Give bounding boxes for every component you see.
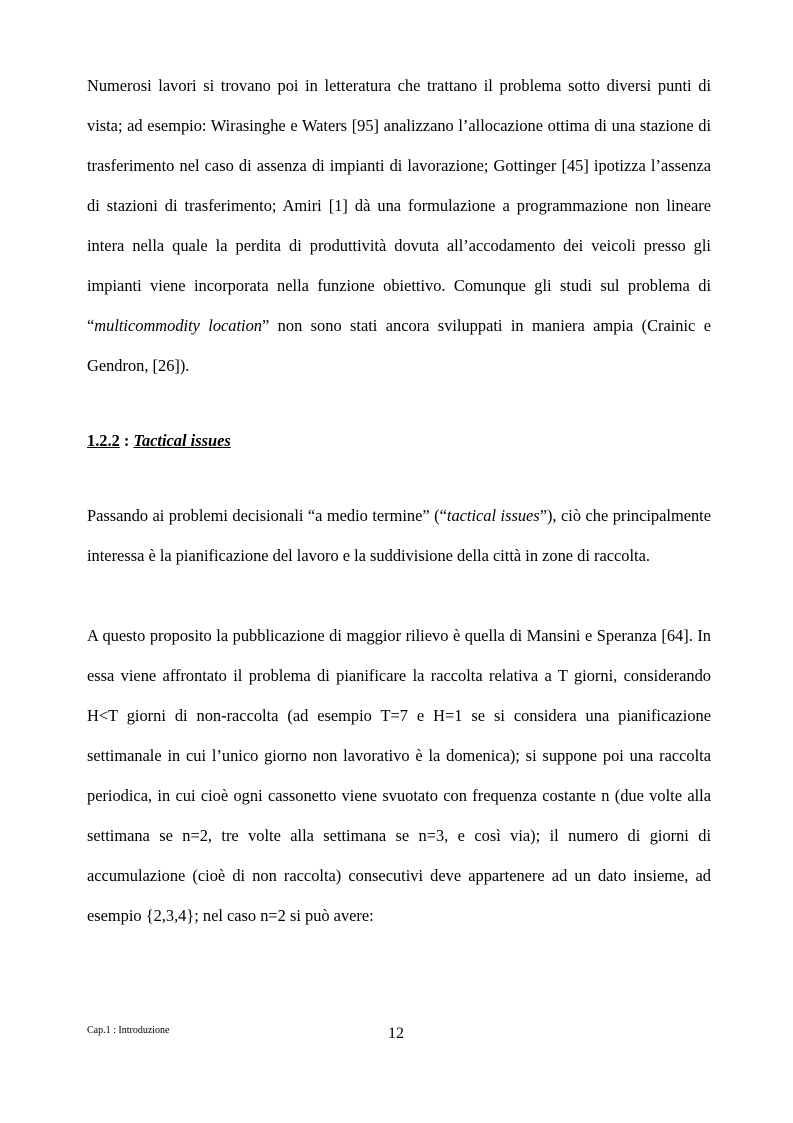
paragraph-text-part: Passando ai problemi decisionali “a medio termine” (“ [87,506,447,525]
paragraph-text-part: ”), ciò che principalmente interessa è la pianificazione del lavoro e la suddivisione della città in zone di raccolta. [87,506,711,565]
italic-term: multicommodity location [94,316,263,335]
paragraph-text: A questo proposito la pubblicazione di maggior rilievo è quella di Mansini e Speranza [64]. In essa viene affrontato il problema di pianificare la raccolta relativa a T giorni, considerando H<T giorni di non-raccolta (ad esempio T=7 e H=1 se si considera una pianificazione settimanale in cui l’unico giorno non lavorativo è la domenica); si suppone poi una raccolta periodica, in cui cioè ogni cassonetto viene svuotato con frequenza costante n (due volte alla settimana se n=2, tre volte alla settimana se n=3, e così via); il numero di giorni di accumulazione (cioè di non raccolta) consecutivi deve appartenere ad un dato insieme, ad esempio {2,3,4}; nel caso n=2 si può avere: [87,626,711,925]
paragraph-mansini-speranza [87,616,711,936]
paragraph-text [87,66,711,386]
paragraph-text [87,496,711,576]
page-number: 12 [388,1025,404,1042]
section-separator: : [119,431,134,450]
paragraph-multicommodity [87,66,711,386]
paragraph-text-part: Numerosi lavori si trovano poi in letteratura che trattano il problema sotto diversi punti di vista; ad esempio: Wirasinghe e Waters [95] analizzano l’allocazione ottima di una stazione di trasferimento nel caso di assenza di impianti di lavorazione; Gottinger [45] ipotizza l’assenza di stazioni di trasferimento; Amiri [1] dà una formulazione a programmazione non lineare intera nella quale la perdita di produttività dovuta all’accodamento dei veicoli presso gli impianti viene incorporata nella funzione obiettivo. Comunque gli studi sul problema di “ [87,76,711,335]
paragraph-text-part: ” non sono stati ancora sviluppati in maniera ampia (Crainic e Gendron, [26]). [87,316,711,375]
section-heading [87,421,231,461]
italic-term: tactical issues [446,506,540,525]
section-title: Tactical issues [133,431,231,450]
section-number: 1.2.2 [87,431,120,450]
footer-chapter: Cap.1 : Introduzione [87,1025,170,1036]
paragraph-tactical [87,496,711,576]
